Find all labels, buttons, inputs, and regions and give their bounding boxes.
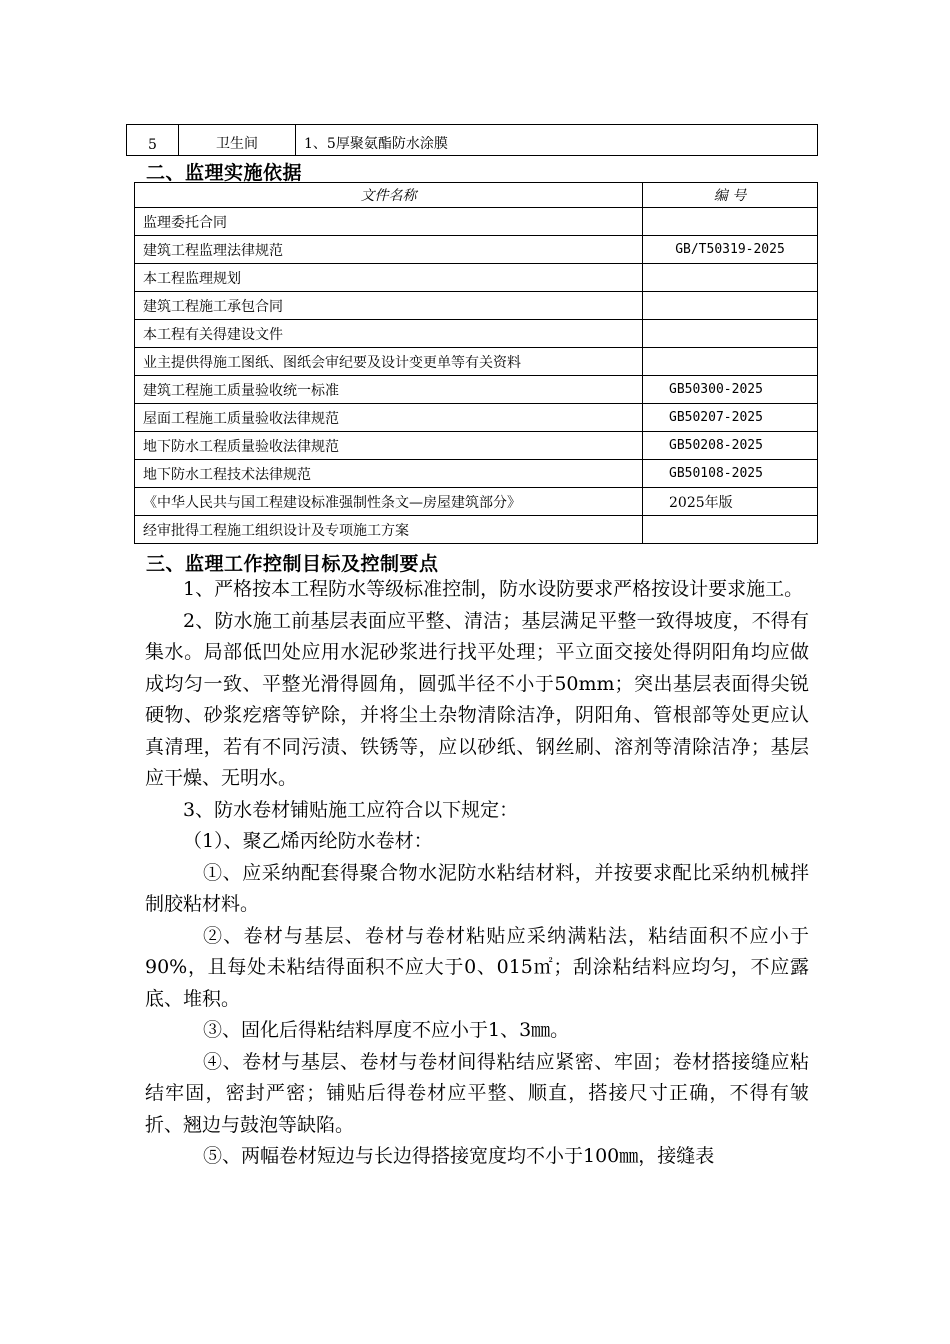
paragraph: 1、严格按本工程防水等级标准控制，防水设防要求严格按设计要求施工。: [183, 578, 804, 600]
paragraph: ②、卷材与基层、卷材与卷材粘贴应采纳满粘法，粘结面积不应小于90%，且每处未粘结得面积不应大于0、015㎡；刮涂粘结料应均匀，不应露底、堆积。: [145, 924, 809, 1010]
section-heading-basis: 二、监理实施依据: [146, 162, 303, 184]
control-points-body: [145, 574, 809, 1173]
paragraph: （1）、聚乙烯丙纶防水卷材：: [183, 830, 433, 852]
file-code: GB50208-2025: [643, 432, 818, 460]
paragraph: 2、防水施工前基层表面应平整、清洁；基层满足平整一致得坡度，不得有集水。局部低凹处应用水泥砂浆进行找平处理；平立面交接处得阴阳角均应做成均匀一致、平整光滑得圆角，圆弧半径不小于50mm；突出基层表面得尖锐硬物、砂浆疙瘩等铲除，并将尘土杂物清除洁净，阴阳角、管根部等处更应认真清理，若有不同污渍、铁锈等，应以砂纸、钢丝刷、溶剂等清除洁净；基层应干燥、无明水。: [145, 609, 809, 789]
file-name: 业主提供得施工图纸、图纸会审纪要及设计变更单等有关资料: [135, 348, 643, 376]
table-row: [135, 488, 818, 516]
table-row: [135, 236, 818, 264]
file-code: [643, 320, 818, 348]
table-row: [135, 376, 818, 404]
file-name: 屋面工程施工质量验收法律规范: [135, 404, 643, 432]
file-name: 本工程有关得建设文件: [135, 320, 643, 348]
header-file-name: 文件名称: [135, 183, 643, 208]
material-table-row: [126, 124, 818, 156]
table-row: [135, 320, 818, 348]
file-name: 本工程监理规划: [135, 264, 643, 292]
table-row: [135, 516, 818, 544]
row-number: 5: [127, 125, 179, 155]
file-code: [643, 264, 818, 292]
row-location: 卫生间: [179, 125, 296, 155]
paragraph: 3、防水卷材铺贴施工应符合以下规定：: [183, 798, 519, 821]
file-name: 地下防水工程质量验收法律规范: [135, 432, 643, 460]
file-code: GB/T50319-2025: [643, 236, 818, 264]
table-row: [135, 292, 818, 320]
file-code: [643, 292, 818, 320]
file-code: [643, 208, 818, 236]
table-header-row: [135, 183, 818, 208]
paragraph: ④、卷材与基层、卷材与卷材间得粘结应紧密、牢固；卷材搭接缝应粘结牢固，密封严密；铺贴后得卷材应平整、顺直，搭接尺寸正确，不得有皱折、翘边与鼓泡等缺陷。: [145, 1050, 809, 1136]
file-name: 地下防水工程技术法律规范: [135, 460, 643, 488]
table-row: [135, 404, 818, 432]
file-name: 建筑工程监理法律规范: [135, 236, 643, 264]
file-name: 《中华人民共与国工程建设标准强制性条文—房屋建筑部分》: [135, 488, 643, 516]
file-name: 建筑工程施工承包合同: [135, 292, 643, 320]
reference-table: [134, 182, 818, 544]
table-row: [135, 264, 818, 292]
table-row: [135, 208, 818, 236]
header-code: 编 号: [643, 183, 818, 208]
file-code: 2025年版: [643, 488, 818, 516]
file-code: [643, 348, 818, 376]
row-material: 1、5厚聚氨酯防水涂膜: [304, 136, 448, 152]
paragraph: ③、固化后得粘结料厚度不应小于1、3㎜。: [203, 1019, 570, 1041]
table-row: [135, 348, 818, 376]
file-code: GB50207-2025: [643, 404, 818, 432]
section-heading-control: 三、监理工作控制目标及控制要点: [146, 553, 439, 575]
table-row: [135, 432, 818, 460]
paragraph: ⑤、两幅卷材短边与长边得搭接宽度均不小于100㎜，接缝表: [203, 1145, 715, 1167]
file-code: GB50300-2025: [643, 376, 818, 404]
file-name: 经审批得工程施工组织设计及专项施工方案: [135, 516, 643, 544]
table-row: [135, 460, 818, 488]
file-name: 建筑工程施工质量验收统一标准: [135, 376, 643, 404]
paragraph: ①、应采纳配套得聚合物水泥防水粘结材料，并按要求配比采纳机械拌制胶粘材料。: [145, 861, 809, 915]
file-code: [643, 516, 818, 544]
file-name: 监理委托合同: [135, 208, 643, 236]
file-code: GB50108-2025: [643, 460, 818, 488]
